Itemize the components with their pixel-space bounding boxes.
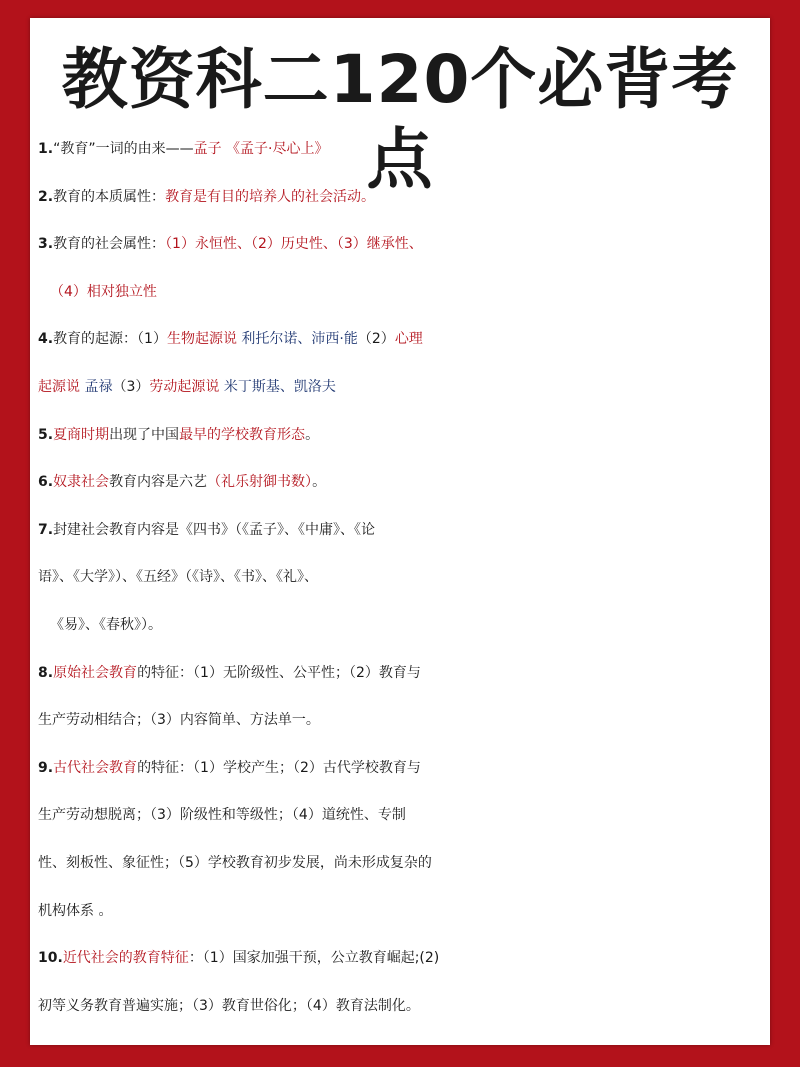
note-line: [38, 459, 766, 507]
note-line: [38, 221, 766, 269]
note-text: 。: [305, 426, 320, 443]
note-text: ：（1）国家加强干预，公立教育崛起;(2): [188, 950, 440, 967]
study-notes: [38, 126, 766, 1030]
item-number: 1.: [38, 141, 54, 157]
item-number: 5.: [38, 426, 54, 443]
note-text: 的特征：（1）学校产生；（2）古代学校教育与: [137, 759, 421, 776]
note-text: 教育的起源：（1）: [53, 331, 167, 348]
note-text: 。: [312, 474, 327, 491]
item-number: 7.: [38, 521, 54, 538]
key-term: （4）相对独立性: [50, 283, 157, 300]
note-text: （2）: [357, 331, 395, 348]
note-text: 生产劳动相结合；（3）内容简单、方法单一。: [38, 712, 320, 729]
key-person: 孟禄: [80, 378, 113, 395]
note-text: 生产劳动想脱离；（3）阶级性和等级性；（4）道统性、专制: [38, 807, 406, 824]
key-term: 劳动起源说: [149, 378, 220, 395]
item-number: 2.: [38, 188, 54, 205]
note-text: 教育的社会属性：: [53, 236, 166, 253]
key-term: 奴隶社会: [53, 474, 110, 491]
note-line: [38, 888, 766, 936]
key-person: 米丁斯基、凯洛夫: [219, 378, 336, 395]
note-text: 的特征：（1）无阶级性、公平性；（2）教育与: [137, 664, 421, 681]
key-term: 孟子 《孟子·尽心上》: [193, 141, 329, 157]
key-term: （1）永恒性、（2）历史性、（3）继承性、: [165, 236, 423, 253]
note-line: [38, 840, 766, 888]
item-number: 9.: [38, 759, 54, 776]
key-term: 最早的学校教育形态: [179, 426, 306, 443]
item-number: 6.: [38, 474, 54, 491]
note-line: [38, 316, 766, 364]
key-term: 心理: [394, 331, 423, 348]
note-line: [38, 364, 766, 412]
key-term: 教育是有目的培养人的社会活动。: [165, 188, 376, 205]
key-person: 利托尔诺、沛西·能: [236, 331, 358, 348]
item-number: 8.: [38, 664, 54, 681]
note-text: 性、刻板性、象征性；（5）学校教育初步发展，尚未形成复杂的: [38, 854, 432, 871]
key-term: 起源说: [38, 378, 80, 395]
note-text: 语》、《大学》）、《五经》（《诗》、《书》、《礼》、: [38, 569, 318, 586]
key-term: 近代社会的教育特征: [62, 950, 189, 967]
note-line: [38, 792, 766, 840]
item-number: 10.: [38, 950, 63, 967]
note-text: 教育的本质属性：: [53, 188, 166, 205]
key-term: 古代社会教育: [53, 759, 138, 776]
note-line: [38, 269, 766, 317]
note-text: （3）: [112, 378, 150, 395]
note-text: “教育”一词的由来——: [53, 141, 194, 157]
key-term: 原始社会教育: [53, 664, 138, 681]
note-text: 教育内容是六艺: [109, 474, 208, 491]
page-title: 教资科二120个必背考点: [61, 41, 739, 198]
note-text: 初等义务教育普遍实施；（3）教育世俗化；（4）教育法制化。: [38, 997, 420, 1014]
note-line: [38, 935, 766, 983]
note-text: 出现了中国: [109, 426, 180, 443]
note-line: [38, 174, 766, 222]
note-text: 封建社会教育内容是《四书》（《孟子》、《中庸》、《论: [53, 521, 376, 538]
key-term: 夏商时期: [53, 426, 110, 443]
note-line: [38, 697, 766, 745]
note-line: [38, 983, 766, 1031]
note-card: [30, 18, 770, 1045]
note-line: [38, 650, 766, 698]
note-line: [38, 412, 766, 460]
key-term: 生物起源说: [166, 331, 237, 348]
note-text: 机构体系 。: [38, 902, 113, 919]
item-number: 3.: [38, 236, 54, 253]
note-line: [38, 745, 766, 793]
item-number: 4.: [38, 331, 54, 348]
note-line: [38, 126, 766, 174]
note-line: [38, 507, 766, 555]
note-line: [38, 602, 766, 650]
note-line: [38, 554, 766, 602]
key-term: （礼乐射御书数）: [207, 474, 313, 491]
note-text: 《易》、《春秋》）。: [50, 616, 162, 633]
